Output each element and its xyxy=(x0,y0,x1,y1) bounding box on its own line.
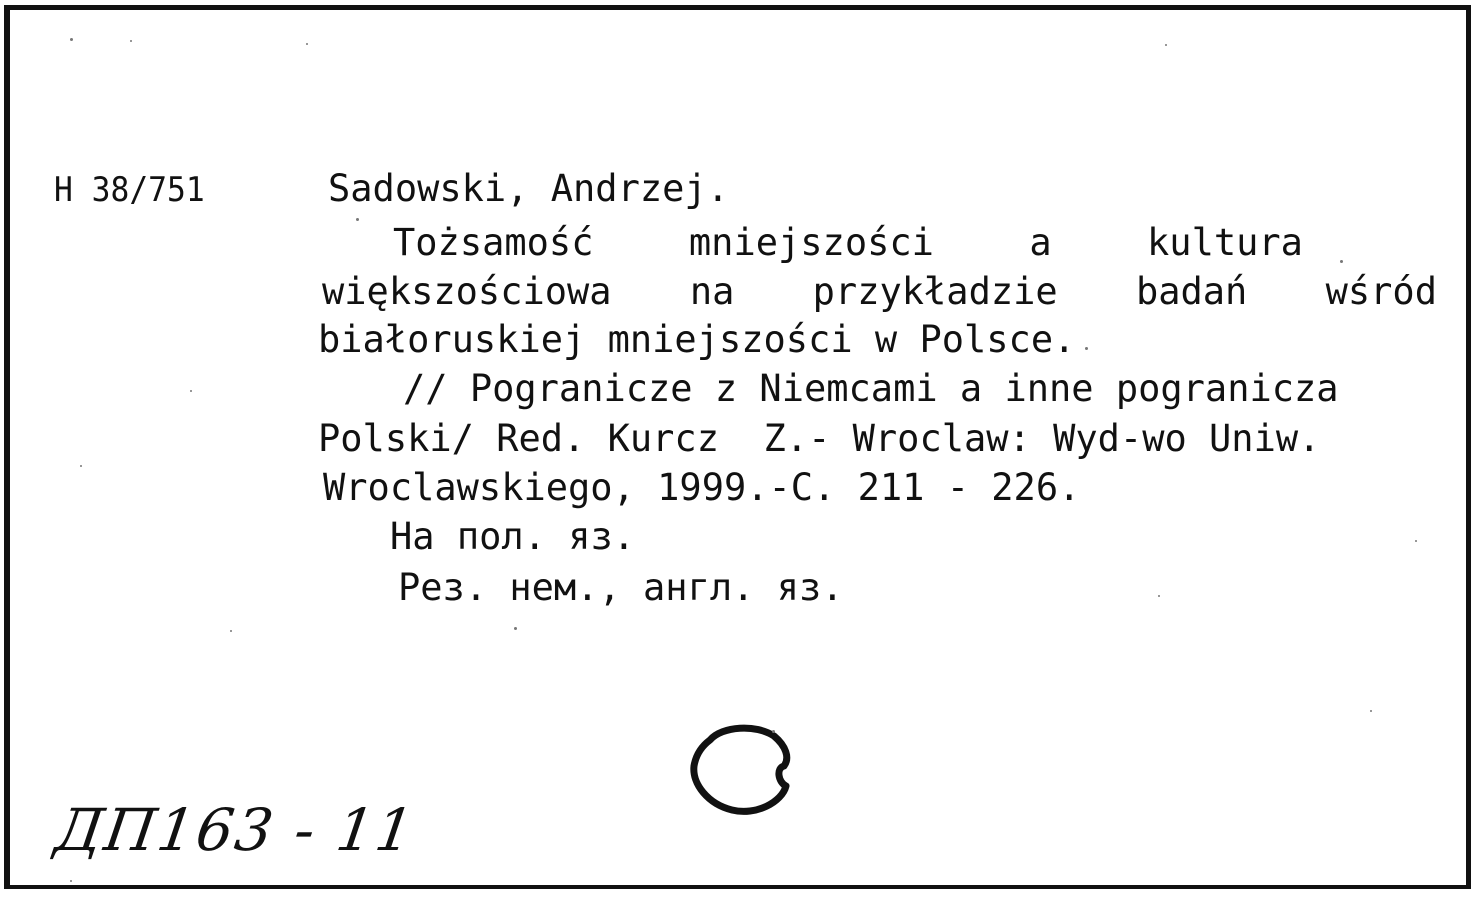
scan-speck xyxy=(356,218,359,221)
summary-note: Рез. нем., англ. яз. xyxy=(398,566,844,609)
title-line-3: białoruskiej mniejszości w Polsce. xyxy=(318,318,1076,361)
source-line-1: // Pogranicze z Niemcami a inne pogranicza xyxy=(403,367,1339,410)
title-word: badań xyxy=(1135,270,1248,313)
title-word: mniejszości xyxy=(688,221,934,264)
scan-speck xyxy=(80,465,82,467)
title-word: wśród xyxy=(1325,270,1437,313)
scan-speck xyxy=(1158,595,1160,597)
scan-speck xyxy=(1340,260,1343,263)
scan-speck xyxy=(306,43,308,45)
title-word: przykładzie xyxy=(812,270,1058,313)
scan-speck xyxy=(1085,347,1088,350)
title-word: na xyxy=(689,270,735,313)
title-word: Tożsamość xyxy=(393,221,594,264)
title-word: a xyxy=(1029,221,1052,264)
scan-speck xyxy=(70,38,73,41)
title-line-1 xyxy=(393,221,1303,264)
scan-speck xyxy=(1165,44,1167,46)
language-note: На пол. яз. xyxy=(390,515,636,558)
catalog-card xyxy=(4,5,1471,889)
scan-speck xyxy=(230,630,232,632)
source-line-3: Wroclawskiego, 1999.-C. 211 - 226. xyxy=(323,466,1081,509)
source-line-2: Polski/ Red. Kurcz Z.- Wroclaw: Wyd-wo Uniw. xyxy=(318,417,1321,460)
title-word: kultura xyxy=(1147,221,1303,264)
title-line-2 xyxy=(322,270,1437,313)
author-name: Sadowski, Andrzej. xyxy=(328,167,729,210)
scan-speck xyxy=(70,880,72,882)
punch-hole-icon xyxy=(686,722,794,818)
title-word: większościowa xyxy=(322,270,612,313)
scan-speck xyxy=(130,40,132,42)
scan-speck xyxy=(190,390,192,392)
shelfmark: Н 38/751 xyxy=(54,170,205,210)
scan-speck xyxy=(1415,540,1417,542)
scan-speck xyxy=(1370,710,1372,712)
scan-speck xyxy=(514,627,517,630)
scan-speck xyxy=(772,730,775,733)
handwritten-number: ДП163 - 11 xyxy=(51,796,420,864)
